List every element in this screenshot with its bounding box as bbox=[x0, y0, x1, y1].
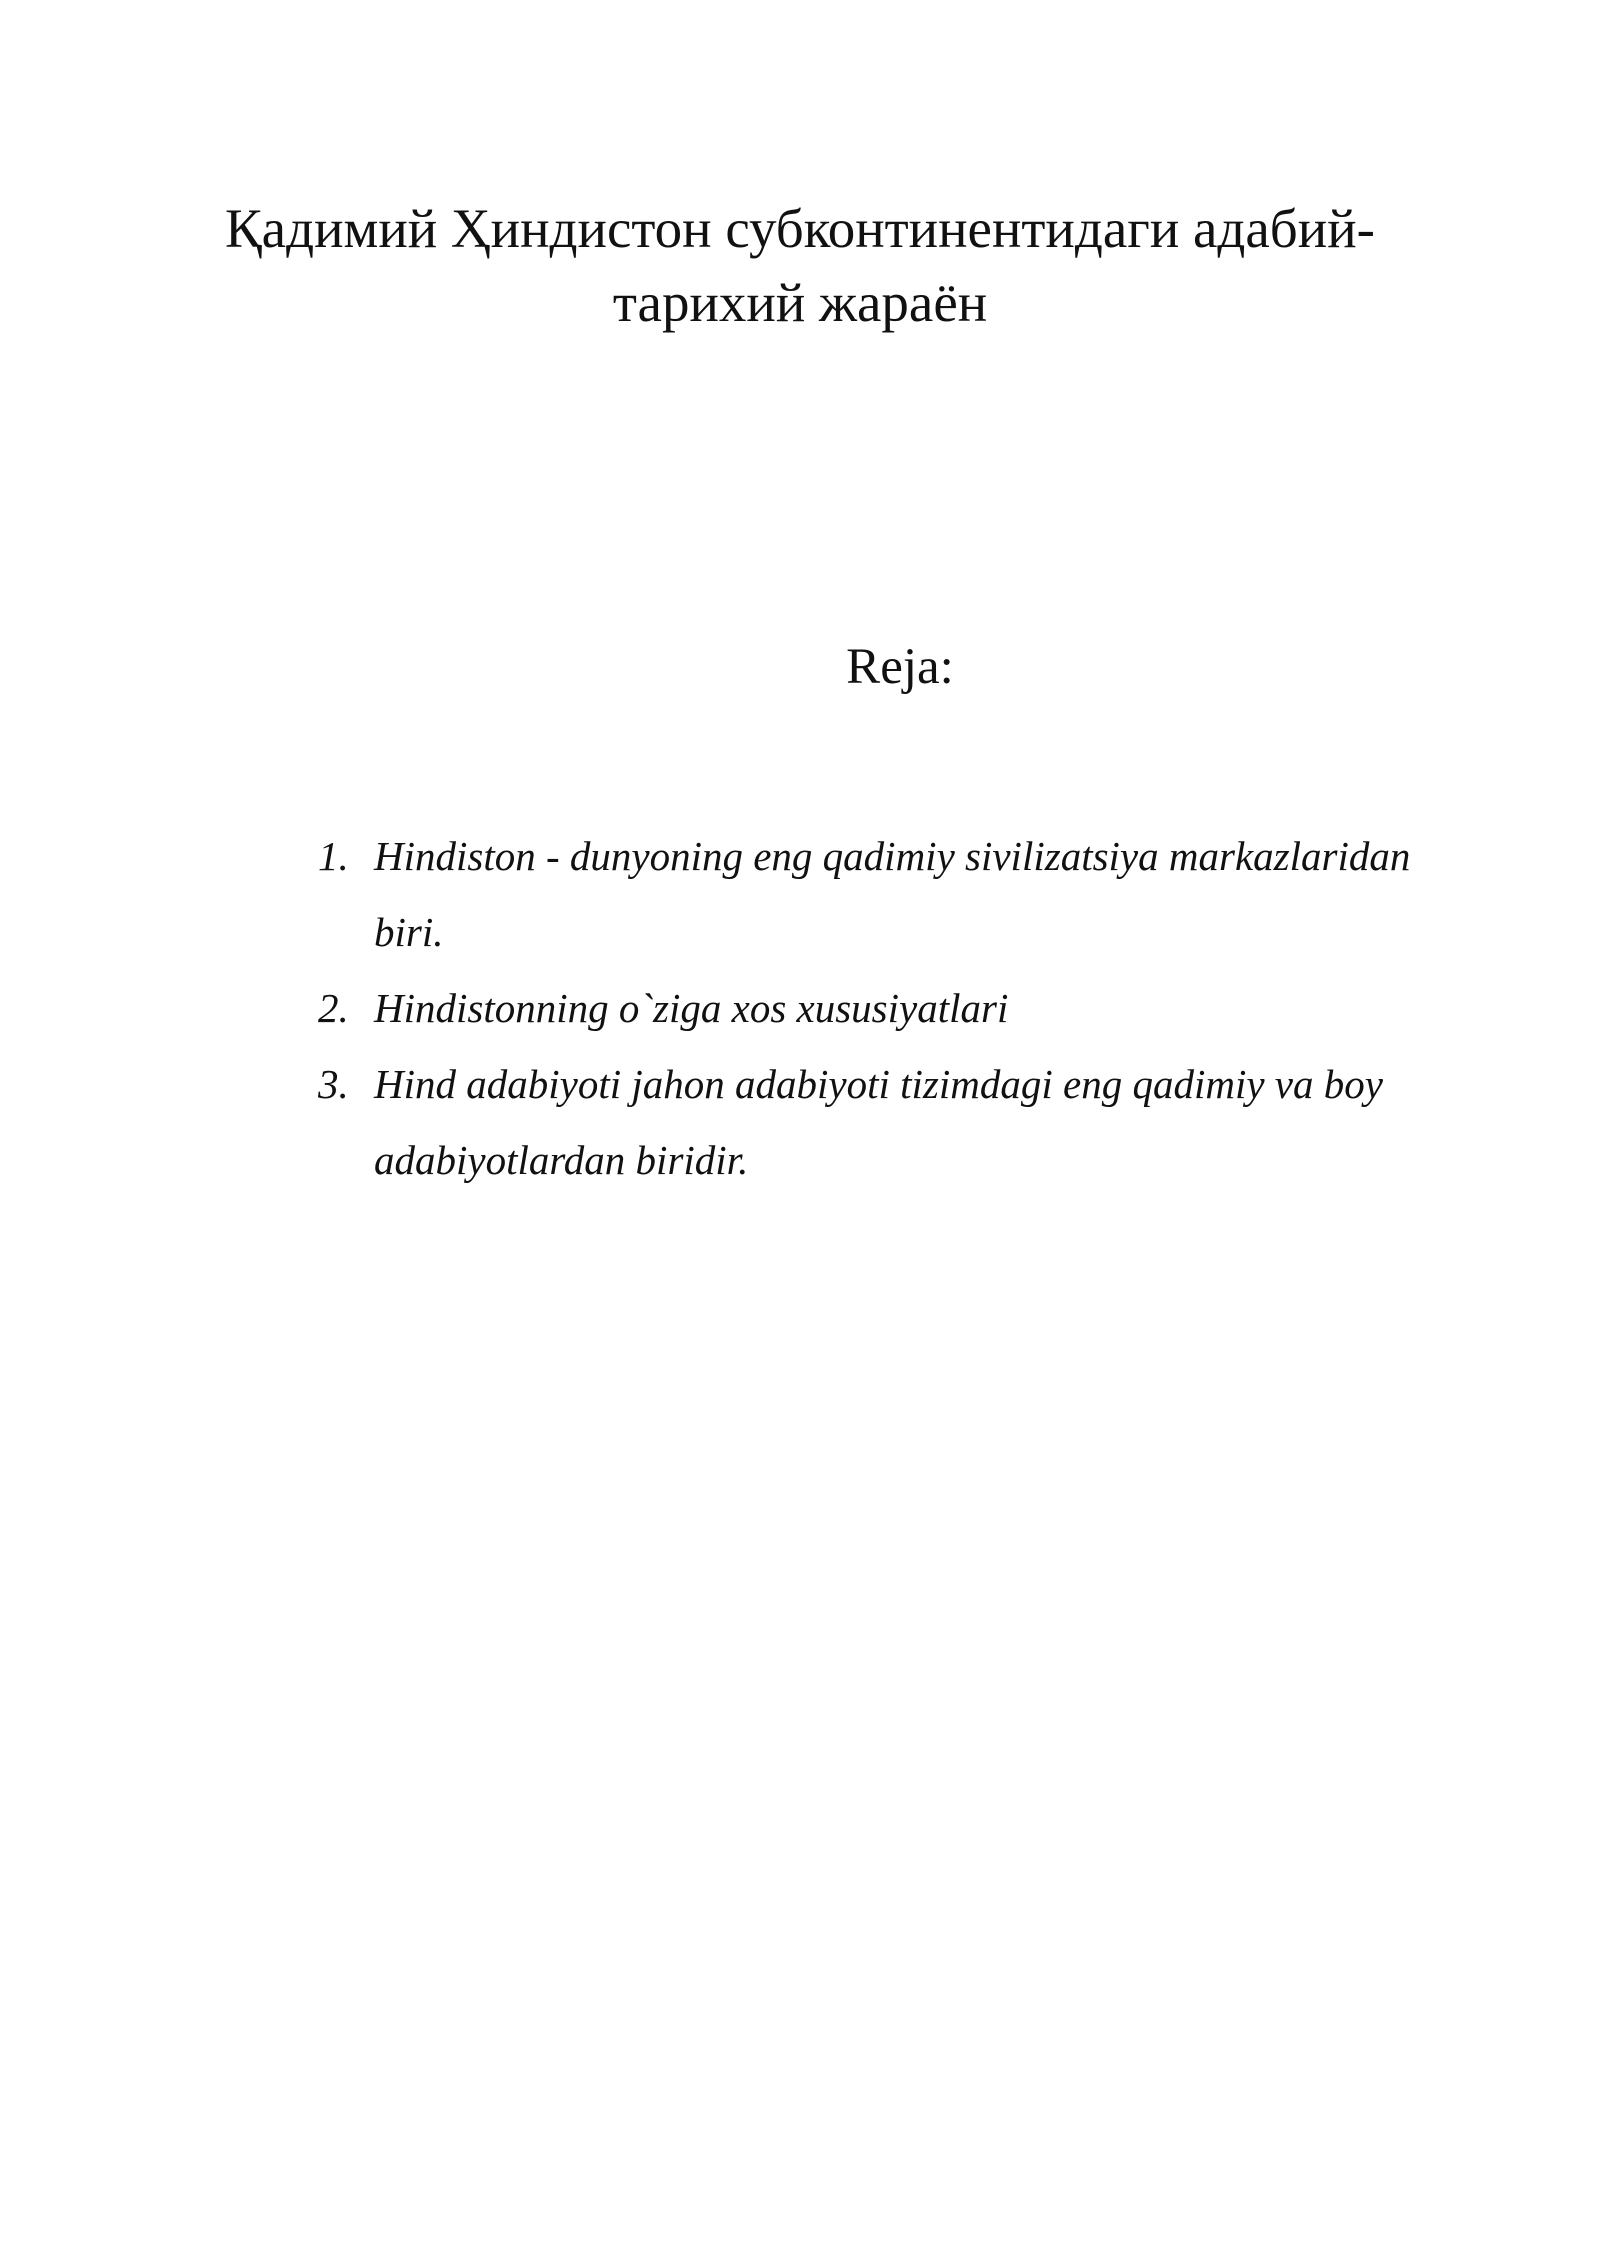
plan-item-line: adabiyotlardan biridir. bbox=[374, 1137, 749, 1183]
title-line-1: Қадимий Ҳиндистон субконтинентидаги адабий- bbox=[225, 198, 1375, 259]
plan-item-1 bbox=[318, 818, 1478, 970]
plan-item-line: Hindiston - dunyoning eng qadimiy sivilizatsiya markazlaridan bbox=[374, 833, 1411, 879]
title-line-2: тарихий жараён bbox=[612, 272, 988, 333]
plan-heading: Reja: bbox=[846, 639, 954, 695]
plan-item-line: biri. bbox=[374, 909, 444, 955]
plan-item-line: Hind adabiyoti jahon adabiyoti tizimdagi eng qadimiy va boy bbox=[374, 1061, 1383, 1107]
plan-item-2 bbox=[318, 970, 1478, 1046]
plan-item-number: 1. bbox=[318, 833, 349, 879]
plan-item-3 bbox=[318, 1046, 1478, 1198]
document-title bbox=[200, 192, 1400, 340]
plan-item-number: 3. bbox=[318, 1061, 349, 1107]
plan-item-number: 2. bbox=[318, 985, 349, 1031]
plan-list bbox=[318, 818, 1478, 1198]
plan-item-line: Hindistonning o`ziga xos xususiyatlari bbox=[374, 985, 1009, 1031]
